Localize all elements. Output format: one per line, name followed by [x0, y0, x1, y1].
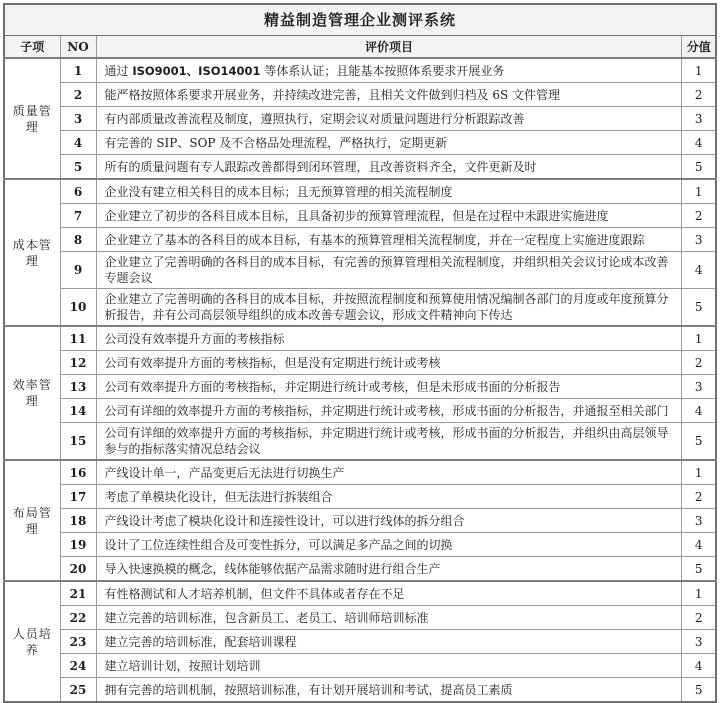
section-label: 布局管理: [4, 460, 60, 581]
evaluation-table: [3, 3, 717, 703]
table-row: [4, 326, 716, 351]
evaluation-item-text: 企业建立了完善明确的各科目的成本目标，有完善的预算管理相关流程制度，并组织相关会议讨论成本改善专题会议: [96, 252, 682, 289]
table-row: [4, 228, 716, 252]
row-number: 10: [60, 289, 96, 327]
table-row: [4, 533, 716, 557]
evaluation-item-text: 产线设计考虑了模块化设计和连接性设计，可以进行线体的拆分组合: [96, 509, 682, 533]
score-value: 3: [682, 509, 716, 533]
evaluation-item-text: 导入快速换模的概念，线体能够依据产品需求随时进行组合生产: [96, 557, 682, 582]
row-number: 1: [60, 58, 96, 83]
score-value: 3: [682, 228, 716, 252]
table-row: [4, 678, 716, 703]
evaluation-item-text: 所有的质量问题有专人跟踪改善都得到闭环管理，且改善资料齐全，文件更新及时: [96, 155, 682, 180]
page-title: 精益制造管理企业测评系统: [4, 4, 716, 36]
score-value: 3: [682, 107, 716, 131]
score-value: 1: [682, 179, 716, 204]
evaluation-item-text: 公司有详细的效率提升方面的考核指标，并定期进行统计或考核，形成书面的分析报告，并组织由高层领导参与的指标落实情况总结会议: [96, 423, 682, 461]
score-value: 1: [682, 460, 716, 485]
score-value: 4: [682, 654, 716, 678]
table-row: [4, 58, 716, 83]
evaluation-item-text: 拥有完善的培训机制，按照培训标准，有计划开展培训和考试，提高员工素质: [96, 678, 682, 703]
evaluation-item-text: 公司有效率提升方面的考核指标，并定期进行统计或考核，但是未形成书面的分析报告: [96, 375, 682, 399]
column-header-sub-item: 子项: [4, 36, 60, 59]
table-row: [4, 423, 716, 461]
row-number: 19: [60, 533, 96, 557]
evaluation-item-text: 设计了工位连续性组合及可变性拆分，可以满足多产品之间的切换: [96, 533, 682, 557]
score-value: 3: [682, 630, 716, 654]
evaluation-item-text: 能严格按照体系要求开展业务，并持续改进完善，且相关文件做到归档及 6S 文件管理: [96, 83, 682, 107]
score-value: 4: [682, 131, 716, 155]
score-value: 5: [682, 423, 716, 461]
table-row: [4, 131, 716, 155]
table-row: [4, 252, 716, 289]
row-number: 20: [60, 557, 96, 582]
score-value: 2: [682, 204, 716, 228]
evaluation-item-text: 企业建立了完善明确的各科目的成本目标，并按照流程制度和预算使用情况编制各部门的月度或年度预算分析报告，并有公司高层领导组织的成本改善专题会议，形成文件精神向下传达: [96, 289, 682, 327]
score-value: 2: [682, 351, 716, 375]
row-number: 3: [60, 107, 96, 131]
section-label: 人员培养: [4, 581, 60, 702]
score-value: 3: [682, 375, 716, 399]
table-row: [4, 289, 716, 327]
evaluation-item-text: 公司没有效率提升方面的考核指标: [96, 326, 682, 351]
evaluation-item-text: 有性格测试和人才培养机制，但文件不具体或者存在不足: [96, 581, 682, 606]
section-label: 质量管理: [4, 58, 60, 179]
table-row: [4, 485, 716, 509]
score-value: 1: [682, 58, 716, 83]
evaluation-item-text: 建立培训计划，按照计划培训: [96, 654, 682, 678]
row-number: 15: [60, 423, 96, 461]
row-number: 17: [60, 485, 96, 509]
section-label: 效率管理: [4, 326, 60, 460]
row-number: 12: [60, 351, 96, 375]
table-body: [4, 58, 716, 702]
evaluation-item-text: 产线设计单一，产品变更后无法进行切换生产: [96, 460, 682, 485]
row-number: 6: [60, 179, 96, 204]
row-number: 18: [60, 509, 96, 533]
table-row: [4, 351, 716, 375]
table-row: [4, 83, 716, 107]
row-number: 11: [60, 326, 96, 351]
evaluation-item-text: 公司有详细的效率提升方面的考核指标，并定期进行统计或考核，形成书面的分析报告，并通报至相关部门: [96, 399, 682, 423]
table-row: [4, 557, 716, 582]
evaluation-item-text: 企业建立了初步的各科目成本目标，且具备初步的预算管理流程，但是在过程中未跟进实施进度: [96, 204, 682, 228]
row-number: 2: [60, 83, 96, 107]
row-number: 23: [60, 630, 96, 654]
column-header-score: 分值: [682, 36, 716, 59]
table-row: [4, 509, 716, 533]
bold-standard-name: ISO9001、ISO14001: [132, 63, 261, 78]
score-value: 4: [682, 399, 716, 423]
evaluation-item-text: 公司有效率提升方面的考核指标，但是没有定期进行统计或考核: [96, 351, 682, 375]
row-number: 7: [60, 204, 96, 228]
row-number: 9: [60, 252, 96, 289]
table-row: [4, 606, 716, 630]
table-row: [4, 155, 716, 180]
column-header-row: [4, 36, 716, 59]
table-row: [4, 107, 716, 131]
row-number: 21: [60, 581, 96, 606]
table-row: [4, 630, 716, 654]
row-number: 24: [60, 654, 96, 678]
score-value: 4: [682, 252, 716, 289]
table-row: [4, 179, 716, 204]
table-row: [4, 460, 716, 485]
row-number: 22: [60, 606, 96, 630]
table-row: [4, 581, 716, 606]
section-label: 成本管理: [4, 179, 60, 326]
score-value: 5: [682, 678, 716, 703]
evaluation-item-text: 企业没有建立相关科目的成本目标；且无预算管理的相关流程制度: [96, 179, 682, 204]
table-row: [4, 654, 716, 678]
column-header-item: 评价项目: [96, 36, 682, 59]
row-number: 13: [60, 375, 96, 399]
row-number: 8: [60, 228, 96, 252]
table-row: [4, 204, 716, 228]
table-row: [4, 399, 716, 423]
evaluation-item-text: 有完善的 SIP、SOP 及不合格品处理流程，严格执行，定期更新: [96, 131, 682, 155]
evaluation-item-text: 企业建立了基本的各科目的成本目标，有基本的预算管理相关流程制度，并在一定程度上实施进度跟踪: [96, 228, 682, 252]
row-number: 25: [60, 678, 96, 703]
score-value: 1: [682, 326, 716, 351]
score-value: 5: [682, 289, 716, 327]
row-number: 4: [60, 131, 96, 155]
column-header-no: NO: [60, 36, 96, 59]
table-row: [4, 375, 716, 399]
row-number: 5: [60, 155, 96, 180]
score-value: 1: [682, 581, 716, 606]
evaluation-item-text: 有内部质量改善流程及制度，遵照执行，定期会议对质量问题进行分析跟踪改善: [96, 107, 682, 131]
score-value: 5: [682, 557, 716, 582]
title-row: [4, 4, 716, 36]
score-value: 2: [682, 606, 716, 630]
score-value: 2: [682, 83, 716, 107]
evaluation-item-text: 通过 ISO9001、ISO14001 等体系认证；且能基本按照体系要求开展业务: [96, 58, 682, 83]
score-value: 4: [682, 533, 716, 557]
evaluation-item-text: 建立完善的培训标准，包含新员工、老员工、培训师培训标准: [96, 606, 682, 630]
evaluation-item-text: 建立完善的培训标准，配套培训课程: [96, 630, 682, 654]
evaluation-item-text: 考虑了单模块化设计，但无法进行拆装组合: [96, 485, 682, 509]
row-number: 16: [60, 460, 96, 485]
score-value: 2: [682, 485, 716, 509]
row-number: 14: [60, 399, 96, 423]
score-value: 5: [682, 155, 716, 180]
